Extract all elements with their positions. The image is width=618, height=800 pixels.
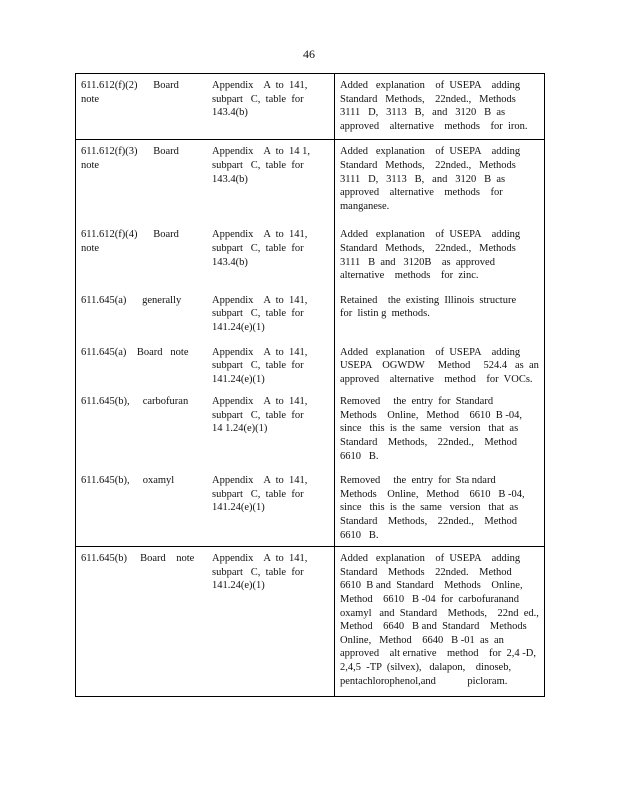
- change-line: 6610 B.: [340, 529, 379, 541]
- section-line: 611.645(b), carbofuran: [81, 396, 189, 408]
- change-line: Added explanation of USEPA adding: [340, 229, 521, 241]
- reference-line: Appendix A to 141,: [212, 475, 308, 487]
- table-row: [76, 547, 545, 697]
- change-line: Methods Online, Method 6610 B -04,: [340, 409, 522, 421]
- reference-line: subpart C, table for: [212, 159, 304, 171]
- reference-line: subpart C, table for: [212, 360, 304, 372]
- reference-cell: [207, 74, 335, 140]
- reference-cell: [207, 547, 335, 697]
- reference-cell: [207, 289, 335, 341]
- change-cell: [335, 140, 545, 223]
- reference-line: subpart C, table for: [212, 409, 304, 421]
- reference-line: 143.4(b): [212, 173, 248, 185]
- change-line: 2,4,5 -TP (silvex), dalapon, dinoseb,: [340, 661, 512, 673]
- section-line: note: [81, 159, 100, 171]
- change-line: Methods Online, Method 6610 B -04,: [340, 488, 525, 500]
- table-row: [76, 289, 545, 341]
- table-row: [76, 469, 545, 546]
- reference-line: Appendix A to 141,: [212, 346, 308, 358]
- section-line: 611.612(f)(3) Board: [81, 146, 179, 158]
- change-line: Method 6610 B -04 for carbofuranand: [340, 594, 520, 605]
- reference-line: Appendix A to 14 1,: [212, 146, 311, 158]
- change-line: approved alternative method for VOCs.: [340, 373, 533, 385]
- section-cell: [76, 390, 208, 469]
- change-line: Added explanation of USEPA adding: [340, 146, 521, 158]
- table-row: [76, 390, 545, 469]
- reference-line: subpart C, table for: [212, 242, 304, 254]
- change-cell: [335, 547, 545, 697]
- change-cell: [335, 469, 545, 546]
- change-line: approved alternative methods for iron.: [340, 120, 528, 132]
- change-line: 3111 D, 3113 B, and 3120 B as: [340, 173, 506, 185]
- change-line: 6610 B.: [340, 450, 379, 462]
- reference-line: Appendix A to 141,: [212, 80, 308, 91]
- section-line: note: [81, 93, 100, 105]
- change-line: Standard Methods, 22nded., Method: [340, 516, 518, 528]
- change-line: Method 6640 B and Standard Methods: [340, 621, 527, 633]
- section-cell: [76, 547, 208, 697]
- reference-cell: [207, 341, 335, 391]
- reference-line: Appendix A to 141,: [212, 294, 308, 306]
- reference-line: 143.4(b): [212, 256, 248, 268]
- change-cell: [335, 223, 545, 288]
- table-row: [76, 140, 545, 223]
- change-cell: [335, 390, 545, 469]
- reference-cell: [207, 223, 335, 288]
- change-line: oxamyl and Standard Methods, 22nd ed.,: [340, 607, 539, 619]
- reference-line: subpart C, table for: [212, 566, 304, 578]
- change-line: for listin g methods.: [340, 308, 430, 320]
- change-line: pentachlorophenol,and picloram.: [340, 675, 508, 687]
- reference-line: subpart C, table for: [212, 488, 304, 500]
- section-cell: [76, 74, 208, 140]
- change-line: USEPA OGWDW Method 524.4 as an: [340, 360, 539, 372]
- change-line: Retained the existing Illinois structure: [340, 294, 517, 306]
- change-line: Standard Methods, 22nded., Method: [340, 437, 518, 449]
- reference-line: 14 1.24(e)(1): [212, 423, 268, 435]
- change-cell: [335, 74, 545, 140]
- reference-cell: [207, 140, 335, 223]
- change-line: Standard Methods, 22nded., Methods: [340, 242, 516, 254]
- section-line: 611.645(b) Board note: [81, 553, 195, 565]
- change-line: Standard Methods, 22nded., Methods: [340, 93, 516, 105]
- change-line: Removed the entry for Sta ndard: [340, 475, 496, 487]
- reference-line: subpart C, table for: [212, 308, 304, 320]
- change-line: Removed the entry for Standard: [340, 396, 494, 408]
- change-line: 3111 B and 3120B as approved: [340, 256, 495, 268]
- section-line: 611.612(f)(2) Board: [81, 80, 179, 91]
- section-line: 611.645(b), oxamyl: [81, 475, 175, 487]
- reference-line: Appendix A to 141,: [212, 553, 308, 565]
- change-line: manganese.: [340, 200, 390, 212]
- reference-line: 141.24(e)(1): [212, 321, 265, 333]
- table-row: [76, 223, 545, 288]
- section-line: 611.645(a) generally: [81, 294, 182, 306]
- section-cell: [76, 223, 208, 288]
- reference-line: 141.24(e)(1): [212, 502, 265, 514]
- change-line: Online, Method 6640 B -01 as an: [340, 634, 504, 646]
- change-line: 6610 B and Standard Methods Online,: [340, 580, 523, 592]
- table-row: [76, 74, 545, 140]
- reference-line: Appendix A to 141,: [212, 396, 308, 408]
- section-cell: [76, 341, 208, 391]
- section-cell: [76, 289, 208, 341]
- change-line: 3111 D, 3113 B, and 3120 B as: [340, 107, 506, 119]
- change-line: Added explanation of USEPA adding: [340, 553, 521, 565]
- change-line: approved alt ernative method for 2,4 -D,: [340, 648, 536, 660]
- change-line: Standard Methods 22nded. Method: [340, 566, 512, 578]
- change-cell: [335, 341, 545, 391]
- change-line: Standard Methods, 22nded., Methods: [340, 159, 516, 171]
- reference-line: 141.24(e)(1): [212, 580, 265, 592]
- section-line: note: [81, 242, 100, 254]
- change-line: since this is the same version that as: [340, 502, 519, 514]
- change-line: Added explanation of USEPA adding: [340, 80, 521, 91]
- change-line: since this is the same version that as: [340, 423, 519, 435]
- section-line: 611.612(f)(4) Board: [81, 229, 179, 241]
- page-number: 46: [303, 47, 315, 61]
- reference-line: 141.24(e)(1): [212, 373, 265, 385]
- change-line: Added explanation of USEPA adding: [340, 346, 521, 358]
- reference-line: 143.4(b): [212, 107, 248, 119]
- change-line: alternative methods for zinc.: [340, 270, 479, 282]
- reference-line: Appendix A to 141,: [212, 229, 308, 241]
- reference-cell: [207, 469, 335, 546]
- reference-line: subpart C, table for: [212, 93, 304, 105]
- section-cell: [76, 469, 208, 546]
- change-cell: [335, 289, 545, 341]
- section-line: 611.645(a) Board note: [81, 346, 189, 358]
- table-row: [76, 341, 545, 391]
- section-cell: [76, 140, 208, 223]
- change-line: approved alternative methods for: [340, 187, 503, 199]
- amendments-table: [75, 73, 545, 697]
- reference-cell: [207, 390, 335, 469]
